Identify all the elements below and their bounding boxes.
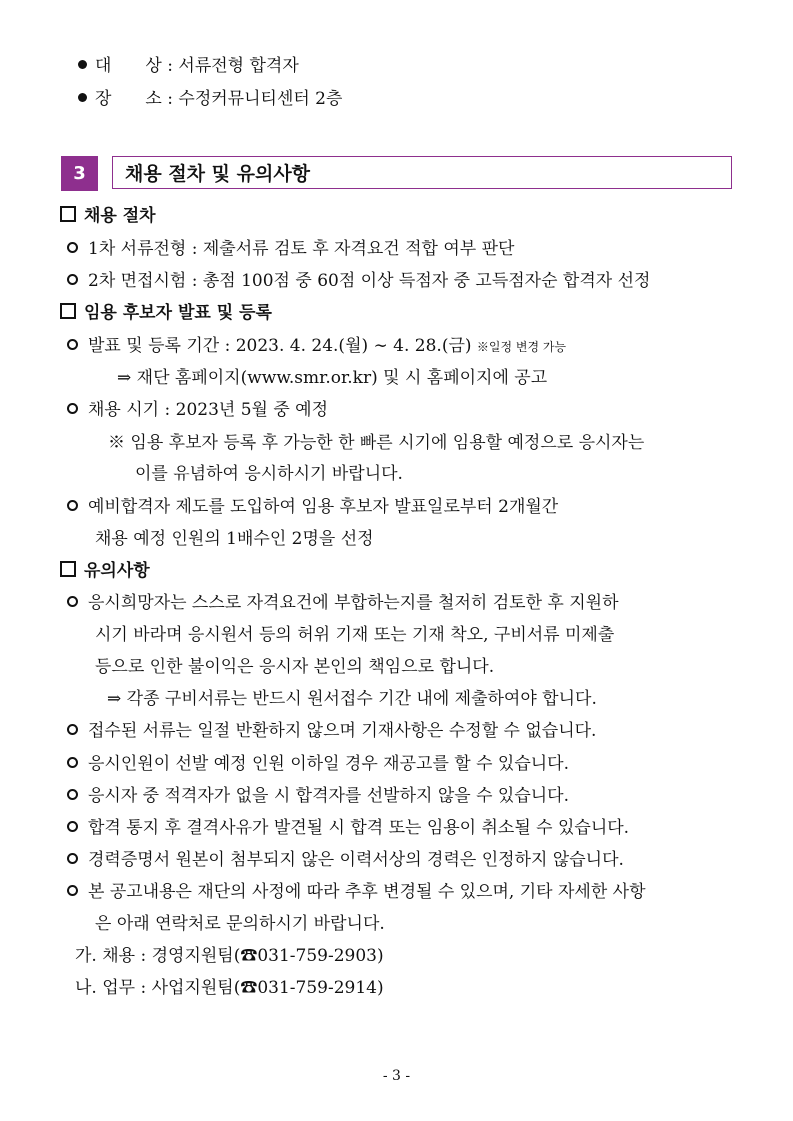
circle-bullet-icon [67,724,78,735]
checkbox-square-icon [60,206,76,222]
note-item-cont: 등으로 인한 불이익은 응시자 본인의 책임으로 합니다. [95,657,495,677]
announcement-timing: 채용 시기 : 2023년 5월 중 예정 [67,400,328,420]
note-item-cont: 은 아래 연락처로 문의하시기 바랍니다. [95,914,385,934]
contact-line: 가. 채용 : 경영지원팀(☎031-759-2903) [75,946,384,966]
note-item-cont: 시기 바라며 응시원서 등의 허위 기재 또는 기재 착오, 구비서류 미제출 [95,625,615,645]
note-item: 응시자 중 적격자가 없을 시 합격자를 선발하지 않을 수 있습니다. [67,786,569,806]
circle-bullet-icon [67,242,78,253]
announcement-period-sub: ⇒ 재단 홈페이지(www.smr.or.kr) 및 시 홈페이지에 공고 [117,368,548,388]
target-line: 대 상 : 서류전형 합격자 [78,56,299,76]
checkbox-square-icon [60,303,76,319]
circle-bullet-icon [67,757,78,768]
note-item: 응시인원이 선발 예정 인원 이하일 경우 재공고를 할 수 있습니다. [67,754,569,774]
circle-bullet-icon [67,274,78,285]
note-item: 합격 통지 후 결격사유가 발견될 시 합격 또는 임용이 취소될 수 있습니다. [67,818,629,838]
note-item: 접수된 서류는 일절 반환하지 않으며 기재사항은 수정할 수 없습니다. [67,721,596,741]
circle-bullet-icon [67,853,78,864]
reserve-line-1: 예비합격자 제도를 도입하여 임용 후보자 발표일로부터 2개월간 [67,497,558,517]
place-line: 장 소 : 수정커뮤니티센터 2층 [78,89,342,109]
circle-bullet-icon [67,821,78,832]
circle-bullet-icon [67,500,78,511]
procedure-heading: 채용 절차 [60,206,156,226]
note-item: 경력증명서 원본이 첨부되지 않은 이력서상의 경력은 인정하지 않습니다. [67,850,624,870]
section-title: 채용 절차 및 유의사항 [112,156,732,189]
contact-line: 나. 업무 : 사업지원팀(☎031-759-2914) [75,978,384,998]
note-item: 응시희망자는 스스로 자격요건에 부합하는지를 철저히 검토한 후 지원하 [67,593,619,613]
checkbox-square-icon [60,561,76,577]
bullet-dot-icon [78,93,87,102]
circle-bullet-icon [67,403,78,414]
reserve-line-2: 채용 예정 인원의 1배수인 2명을 선정 [95,529,374,549]
section-number: 3 [61,156,98,191]
circle-bullet-icon [67,339,78,350]
procedure-item: 2차 면접시험 : 총점 100점 중 60점 이상 득점자 중 고득점자순 합격자 선정 [67,271,650,291]
period-note: ※일정 변경 가능 [476,340,567,354]
procedure-item: 1차 서류전형 : 제출서류 검토 후 자격요건 적합 여부 판단 [67,239,514,259]
note-item-sub: ⇒ 각종 구비서류는 반드시 원서접수 기간 내에 제출하여야 합니다. [107,689,597,709]
bullet-dot-icon [78,60,87,69]
note-item: 본 공고내용은 재단의 사정에 따라 추후 변경될 수 있으며, 기타 자세한 사항 [67,882,646,902]
circle-bullet-icon [67,789,78,800]
announcement-heading: 임용 후보자 발표 및 등록 [60,303,272,323]
circle-bullet-icon [67,885,78,896]
timing-note-2: 이를 유념하여 응시하시기 바랍니다. [135,464,403,484]
timing-note-1: ※ 임용 후보자 등록 후 가능한 한 빠른 시기에 임용할 예정으로 응시자는 [108,433,645,453]
announcement-period: 발표 및 등록 기간 : 2023. 4. 24.(월) ∼ 4. 28.(금) ※일정 변경 가능 [67,336,566,356]
notes-heading: 유의사항 [60,561,150,581]
page-number: - 3 - [382,1068,411,1084]
circle-bullet-icon [67,596,78,607]
